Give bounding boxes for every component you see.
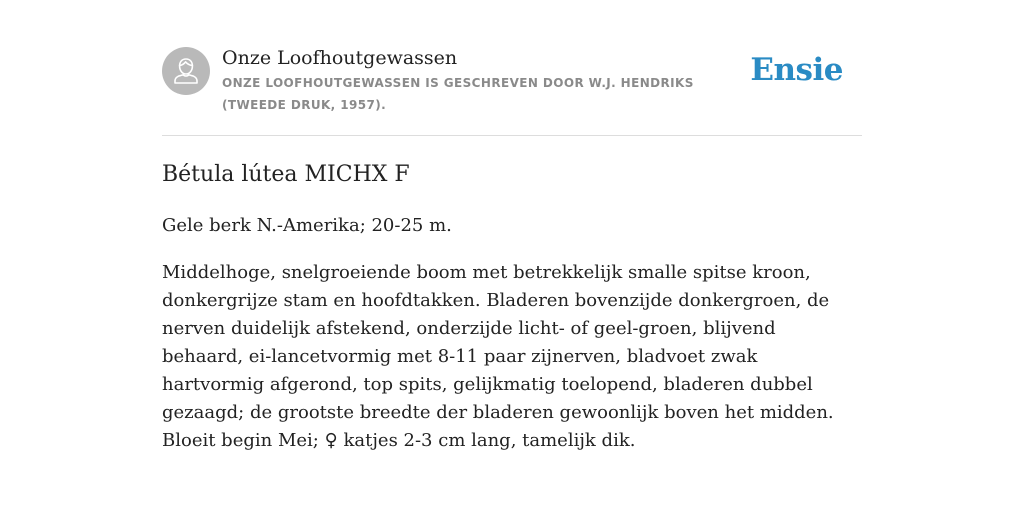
book-title[interactable]: Onze Loofhoutgewassen — [222, 47, 458, 69]
entry-title: Bétula lútea MICHX F — [162, 162, 410, 187]
entry-paragraph: Middelhoge, snelgroeiende boom met betrekkelijk smalle spitse kroon, donkergrijze stam en hoofdtakken. Bladeren bovenzijde donkergroen, de nerven duidelijk afstekend, onderzijde licht- of geel-groen, blijvend behaard, ei-lancetvormig met 8-11 paar zijnerven, bladvoet zwak hartvormig afgerond, top spits, gelijkmatig toelopend, bladeren dubbel gezaagd; de grootste breedte der bladeren gewoonlijk boven het midden. Bloeit begin Mei; ♀ katjes 2-3 cm lang, tamelijk dik. — [162, 262, 834, 451]
book-subtitle: ONZE LOOFHOUTGEWASSEN IS GESCHREVEN DOOR W.J. HENDRIKS (TWEEDE DRUK, 1957). — [222, 76, 694, 112]
book-header — [162, 46, 862, 136]
user-avatar-icon — [162, 47, 210, 95]
entry-card — [162, 46, 862, 455]
entry-paragraph: Gele berk N.-Amerika; 20-25 m. — [162, 215, 452, 236]
ensie-logo[interactable]: Ensie — [750, 52, 843, 88]
